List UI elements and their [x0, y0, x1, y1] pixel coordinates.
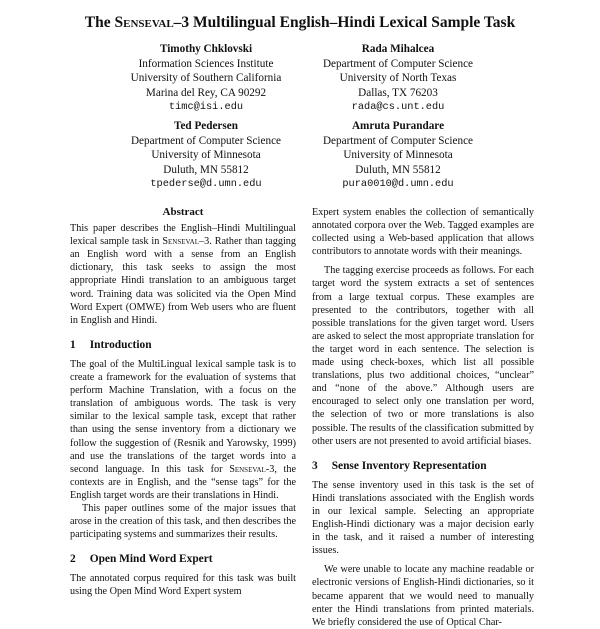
- author-name: Timothy Chklovski: [159, 43, 253, 55]
- paragraph: This paper outlines some of the major issues that arose in the creation of this task, and then describes the participating systems and summarizes their results.: [70, 502, 296, 541]
- section-heading-open-mind-word-expert: 2 Open Mind Word Expert: [70, 553, 213, 566]
- author-name: Ted Pedersen: [174, 120, 238, 132]
- abstract-heading: Abstract: [162, 206, 204, 218]
- section-heading-introduction: 1 Introduction: [70, 338, 152, 351]
- abstract-text: This paper describes the English–Hindi Multilingual lexical sample task in Senseval–3. Rather than tagging an English word with a sense from an English dictionary, this task seeks to assign the most appropriate Hindi translation to an ambiguous target word. Training data was solicited via the Open Mind Word Expert (OMWE) from Web users who are fluent in English and Hindi.: [70, 223, 296, 326]
- author-address: Dallas, TX 76203: [358, 86, 438, 99]
- author-name: Amruta Purandare: [351, 120, 445, 132]
- section-heading-sense-inventory: 3 Sense Inventory Representation: [312, 459, 487, 472]
- author-name: Rada Mihalcea: [361, 43, 435, 55]
- paragraph: The tagging exercise proceeds as follows. For each target word the system extracts a set of sentences from a large textual corpus. These examples are presented to the contributors, together with all possible translations for the given target word. Users are asked to select the most appropriate translation for the target word in each sentence. The selection is made using check-boxes, which list all possible translations, plus two additional choices, “unclear” and “none of the above.” Although users are encouraged to select only one translation per word, the selection of two or more translations is also possible. The results of the classification submitted by other users are not presented to avoid artificial biases.: [312, 265, 534, 447]
- author-block-purandare: [278, 119, 518, 192]
- paragraph: The annotated corpus required for this task was built using the Open Mind Word Expert system: [70, 573, 296, 598]
- author-affiliation: Department of Computer Science: [130, 134, 282, 147]
- author-email: timc@isi.edu: [168, 101, 244, 114]
- right-column: [312, 206, 534, 629]
- author-affiliation: University of Minnesota: [343, 149, 453, 162]
- paragraph: The sense inventory used in this task is the set of Hindi translations associated with the English words in our lexical sample. Selecting an appropriate English-Hindi dictionary was a major decision early in the task, and it raised a number of interesting issues.: [312, 479, 534, 557]
- paragraph: We were unable to locate any machine readable or electronic versions of English-Hindi dictionaries, so it became apparent that we would need to manually enter the Hindi translations from printed materials. We briefly considered the use of Optical Char-: [312, 564, 534, 628]
- paper-title: The Senseval–3 Multilingual English–Hindi Lexical Sample Task: [84, 14, 516, 31]
- paragraph: The goal of the MultiLingual lexical sample task is to create a framework for the evaluation of systems that perform Machine Translation, with a focus on the translation of ambiguous words. The task is very similar to the lexical sample task, except that rather than using the sense inventory from a dictionary we follow the suggestion of (Resnik and Yarowsky, 1999) and use the translations of the target words into a second language. In this task for Senseval-3, the contexts are in English, and the “sense tags” for the English target words are their translations in Hindi.: [70, 358, 297, 501]
- author-address: Duluth, MN 55812: [163, 163, 249, 176]
- author-email: pura0010@d.umn.edu: [342, 178, 454, 191]
- author-affiliation: University of North Texas: [339, 72, 457, 85]
- author-affiliation: University of Minnesota: [151, 149, 261, 162]
- author-address: Duluth, MN 55812: [355, 163, 441, 176]
- author-address: Marina del Rey, CA 90292: [145, 86, 267, 99]
- author-affiliation: University of Southern California: [130, 72, 282, 85]
- author-block-mihalcea: [278, 42, 518, 115]
- author-affiliation: Information Sciences Institute: [138, 57, 274, 70]
- author-email: rada@cs.unt.edu: [351, 101, 445, 114]
- paragraph: Expert system enables the collection of semantically annotated corpora over the Web. Tagged examples are collected using a Web-based application that allows contributors to annotate words with their meanings.: [312, 207, 534, 258]
- author-email: tpederse@d.umn.edu: [150, 178, 262, 191]
- author-affiliation: Department of Computer Science: [322, 134, 474, 147]
- author-affiliation: Department of Computer Science: [322, 57, 474, 70]
- left-column: [70, 206, 296, 599]
